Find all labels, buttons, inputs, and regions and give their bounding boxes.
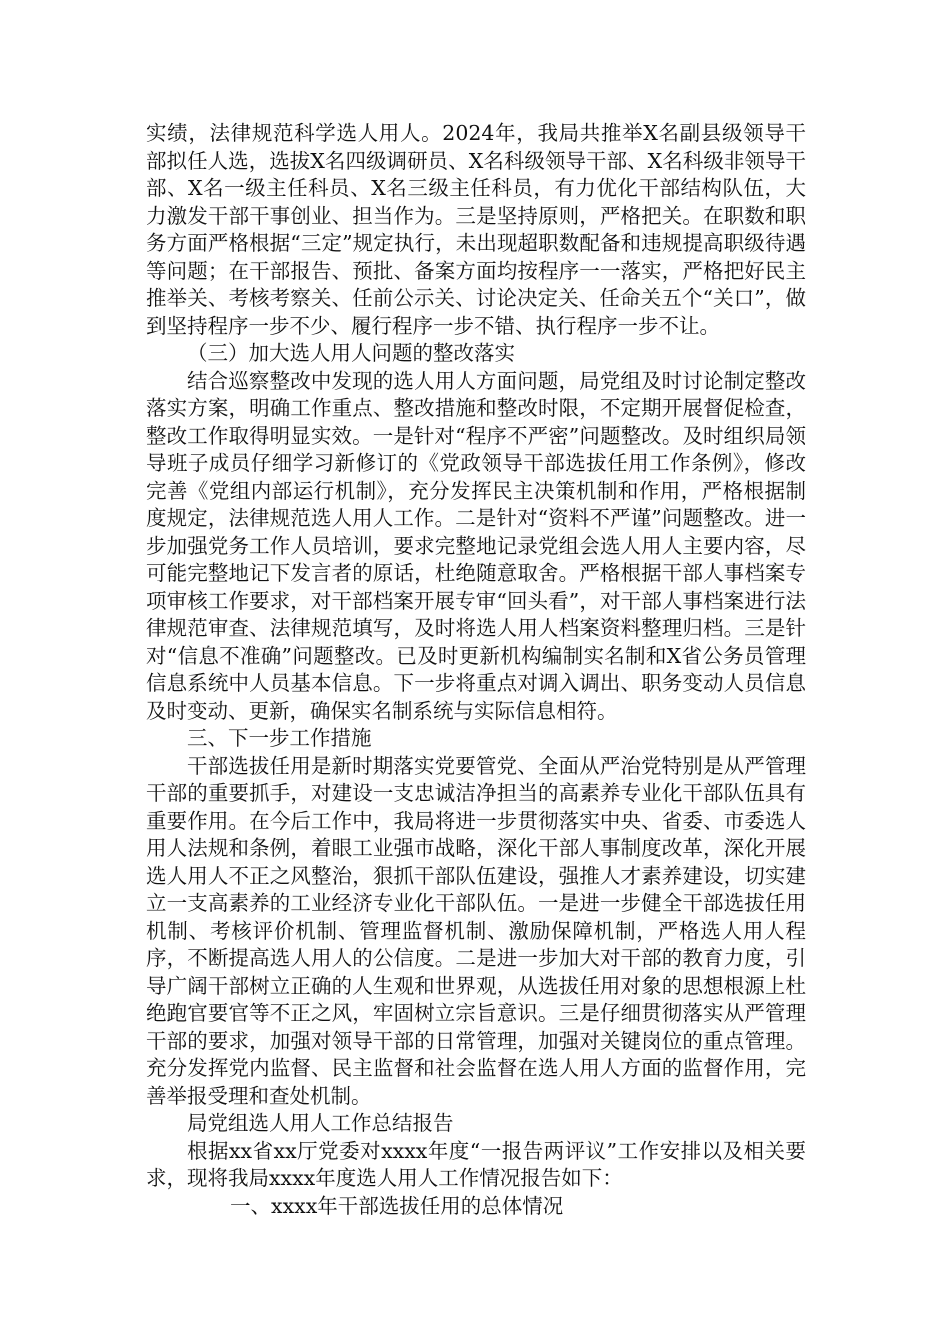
paragraph-continuation: 实绩，法律规范科学选人用人。2024年，我局共推举X名副县级领导干部拟任人选，选拔X名四级调研员、X名科级领导干部、X名科级非领导干部、X名一级主任科员、X名三级主任科员，有力优化干部结构队伍，大力激发干部干事创业、担当作为。三是坚持原则，严格把关。在职数和职务方面严格根据“三定”规定执行，未出现超职数配备和违规提高职级待遇等问题；在干部报告、预批、备案方面均按程序一一落实，严格把好民主推举关、考核考察关、任前公示关、讨论决定关、任命关五个“关口”，做到坚持程序一步不少、履行程序一步不错、执行程序一步不让。 [146, 121, 806, 338]
paragraph-next-steps: 干部选拔任用是新时期落实党要管党、全面从严治党特别是从严管理干部的重要抓手，对建设一支忠诚洁净担当的高素养专业化干部队伍具有重要作用。在今后工作中，我局将进一步贯彻落实中央、省委、市委选人用人法规和条例，着眼工业强市战略，深化干部人事制度改革，深化开展选人用人不正之风整治，狠抓干部队伍建设，强推人才素养建设，切实建立一支高素养的工业经济专业化干部队伍。一是进一步健全干部选拔任用机制、考核评价机制、管理监督机制、激励保障机制，严格选人用人程序，不断提高选人用人的公信度。二是进一步加大对干部的教育力度，引导广阔干部树立正确的人生观和世界观，从选拔任用对象的思想根源上杜绝跑官要官等不正之风，牢固树立宗旨意识。三是仔细贯彻落实从严管理干部的要求，加强对领导干部的日常管理，加强对关键岗位的重点管理。充分发挥党内监督、民主监督和社会监督在选人用人方面的监督作用，完善举报受理和查处机制。 [146, 753, 806, 1108]
document-body [146, 120, 806, 1220]
section-heading-next-steps: 三、下一步工作措施 [187, 726, 372, 750]
section-heading-rectification: （三）加大选人用人问题的整改落实 [187, 341, 515, 365]
paragraph-rectification: 结合巡察整改中发现的选人用人方面问题，局党组及时讨论制定整改落实方案，明确工作重点、整改措施和整改时限，不定期开展督促检查，整改工作取得明显实效。一是针对“程序不严密”问题整改。及时组织局领导班子成员仔细学习新修订的《党政领导干部选拔任用工作条例》，修改完善《党组内部运行机制》，充分发挥民主决策机制和作用，严格根据制度规定，法律规范选人用人工作。二是针对“资料不严谨”问题整改。进一步加强党务工作人员培训，要求完整地记录党组会选人用人主要内容，尽可能完整地记下发言者的原话，杜绝随意取舍。严格根据干部人事档案专项审核工作要求，对干部档案开展专审“回头看”，对干部人事档案进行法律规范审查、法律规范填写，及时将选人用人档案资料整理归档。三是针对“信息不准确”问题整改。已及时更新机构编制实名制和X省公务员管理信息系统中人员基本信息。下一步将重点对调入调出、职务变动人员信息及时变动、更新，确保实名制系统与实际信息相符。 [146, 368, 806, 723]
paragraph-report-intro: 根据xx省xx厅党委对xxxx年度“一报告两评议”工作安排以及相关要求，现将我局xxxx年度选人用人工作情况报告如下： [146, 1138, 806, 1190]
section-heading-overview: 一、xxxx年干部选拔任用的总体情况 [230, 1193, 564, 1218]
report-title: 局党组选人用人工作总结报告 [187, 1111, 454, 1135]
